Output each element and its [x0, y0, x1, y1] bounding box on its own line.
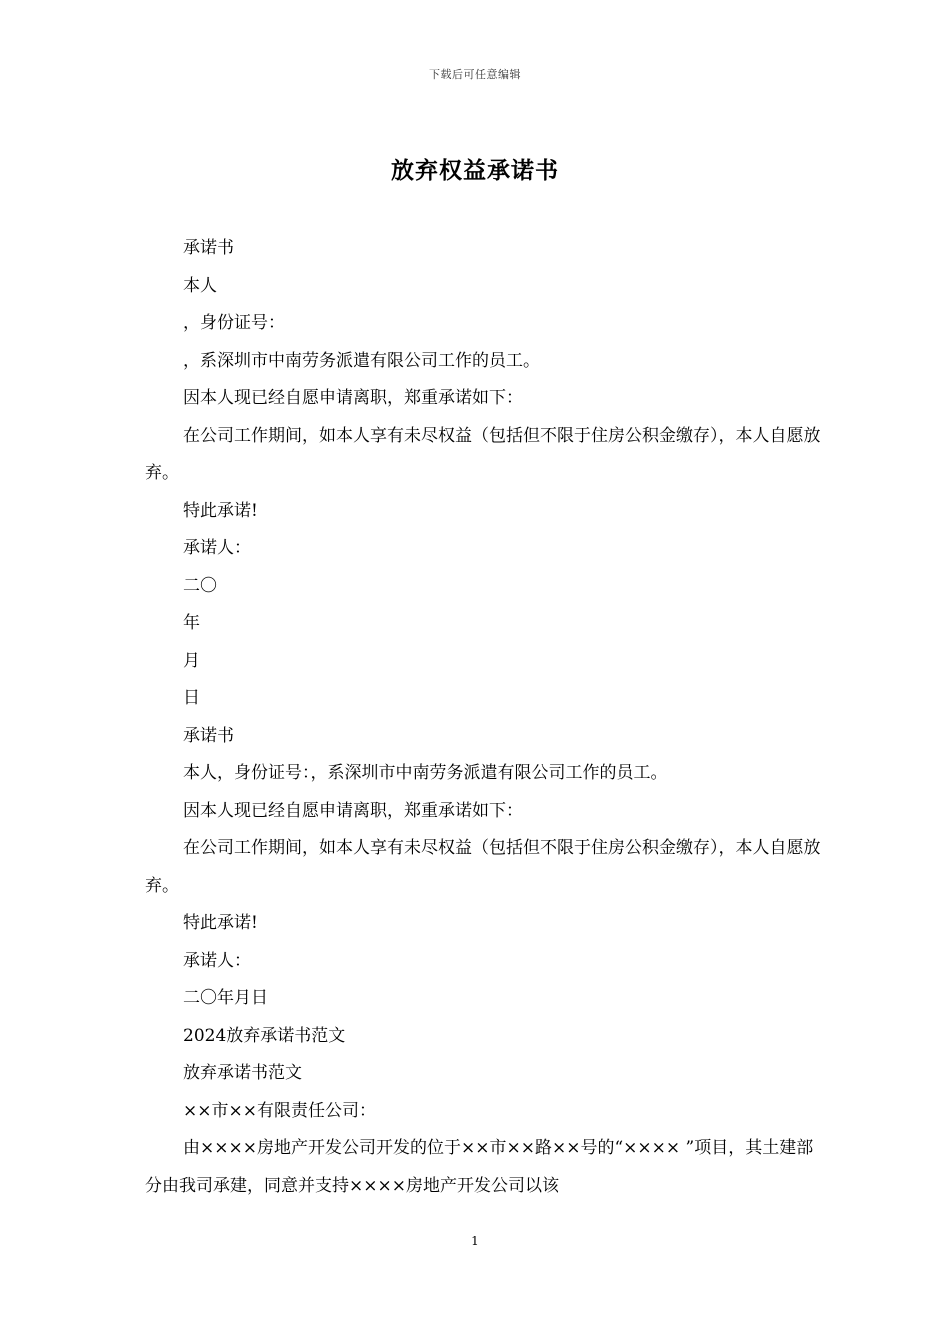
paragraph: 本人，身份证号：，系深圳市中南劳务派遣有限公司工作的员工。 [183, 763, 668, 783]
document-title: 放弃权益承诺书 [391, 157, 559, 184]
paragraph: 因本人现已经自愿申请离职，郑重承诺如下： [183, 388, 523, 408]
paragraph: 二〇 [183, 575, 217, 596]
paragraph: 承诺书 [183, 725, 234, 746]
paragraph: 承诺人： [183, 538, 251, 558]
paragraph: 日 [183, 688, 200, 708]
paragraph: ，身份证号： [183, 313, 285, 333]
paragraph: 年 [183, 613, 200, 633]
header-note: 下载后可任意编辑 [429, 68, 521, 81]
page-number: 1 [471, 1234, 479, 1248]
paragraph: 二〇年月日 [183, 988, 268, 1008]
paragraph: 因本人现已经自愿申请离职，郑重承诺如下： [183, 800, 523, 821]
paragraph: ××市××有限责任公司： [183, 1100, 376, 1121]
paragraph: 本人 [183, 275, 217, 296]
paragraph: ，系深圳市中南劳务派遣有限公司工作的员工。 [183, 350, 540, 371]
paragraph: 月 [183, 650, 200, 671]
paragraph: 特此承诺! [183, 913, 258, 933]
paragraph: 由××××房地产开发公司开发的位于××市××路××号的“×××× ”项目，其土建部分由我司承建，同意并支持××××房地产开发公司以该 [145, 1138, 814, 1196]
paragraph: 承诺人： [183, 950, 251, 971]
paragraph: 在公司工作期间，如本人享有未尽权益（包括但不限于住房公积金缴存），本人自愿放弃。 [145, 838, 821, 896]
document-body [145, 230, 821, 1205]
paragraph: 放弃承诺书范文 [183, 1063, 302, 1083]
paragraph: 在公司工作期间，如本人享有未尽权益（包括但不限于住房公积金缴存），本人自愿放弃。 [145, 425, 821, 483]
paragraph: 特此承诺! [183, 500, 258, 521]
paragraph: 2024放弃承诺书范文 [183, 1025, 346, 1046]
paragraph: 承诺书 [183, 238, 234, 258]
